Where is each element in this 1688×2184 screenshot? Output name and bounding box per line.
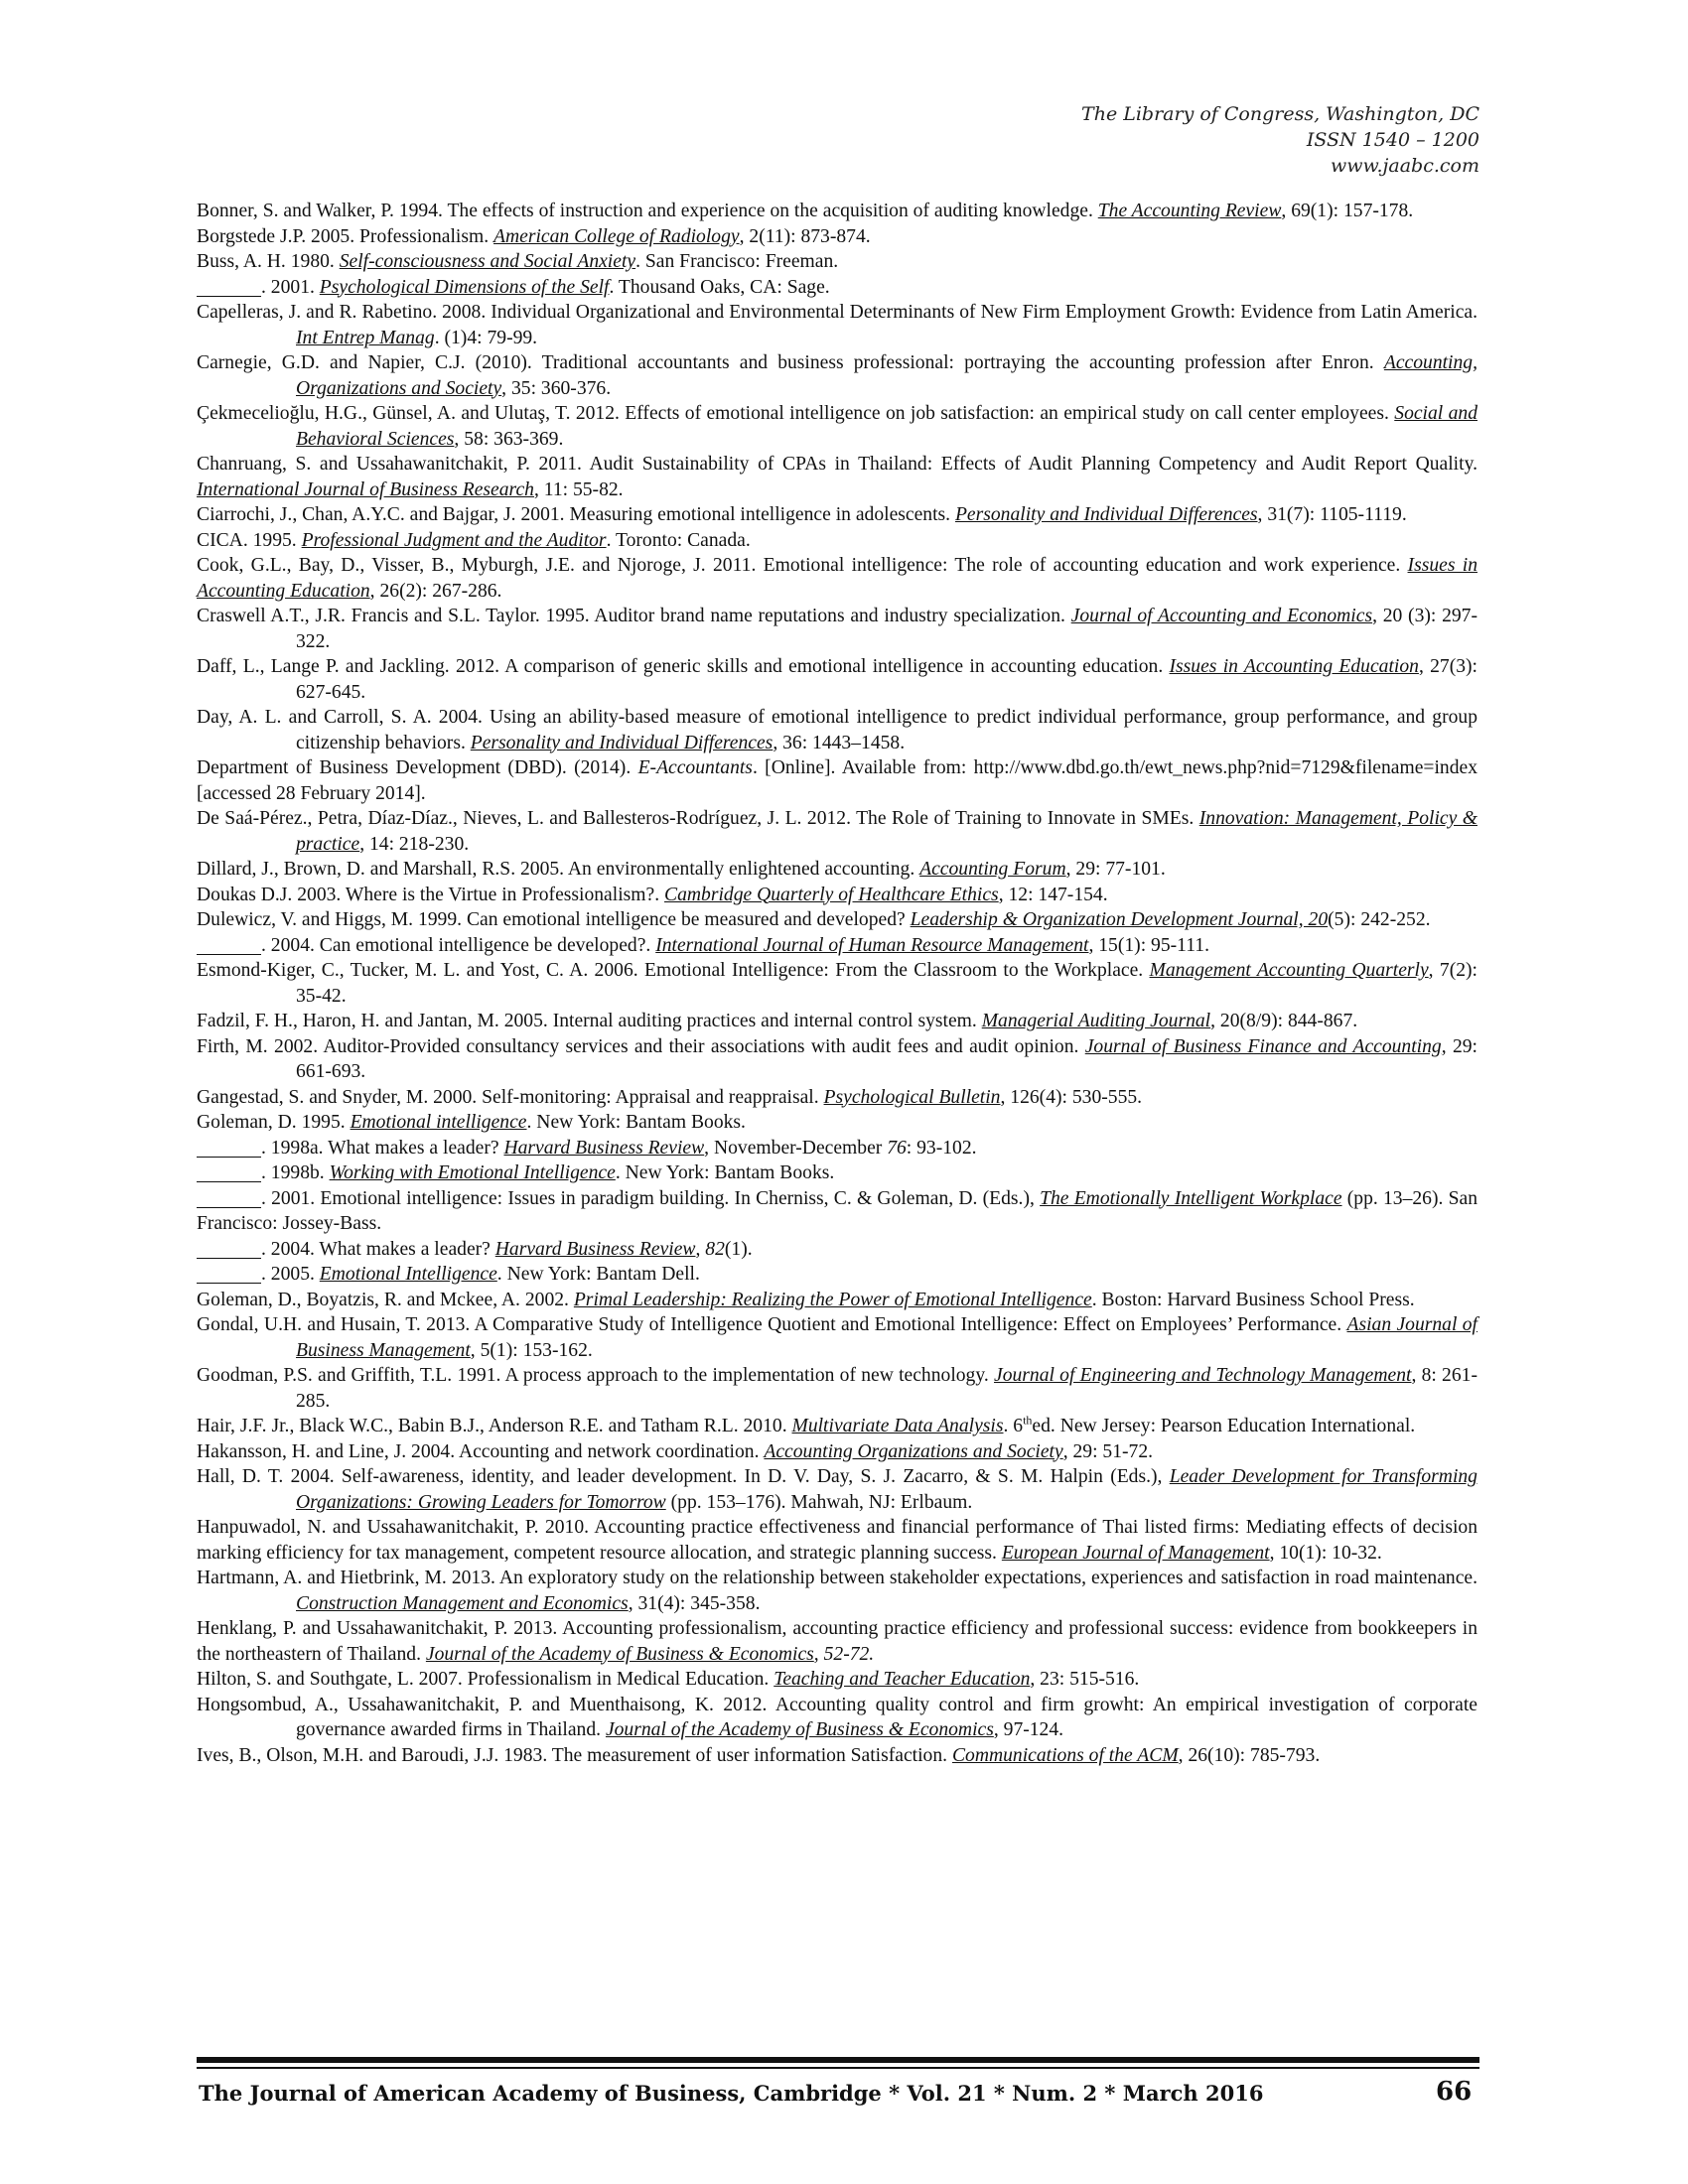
reference-entry <box>197 604 1477 654</box>
reference-source-title: Self-consciousness and Social Anxiety <box>339 251 636 272</box>
reference-source-title: Innovation: Management, Policy & practice <box>296 808 1477 855</box>
repeated-author-dash <box>197 1166 261 1182</box>
reference-text: . 6 <box>1003 1416 1024 1436</box>
reference-entry <box>197 528 1477 554</box>
reference-text: , 31(4): 345-358. <box>628 1592 761 1614</box>
reference-text: . New York: Bantam Books. <box>526 1112 746 1133</box>
reference-text: , 69(1): 157-178. <box>1281 201 1414 221</box>
reference-text: , 31(7): 1105-1119. <box>1257 504 1407 525</box>
reference-text: : 93-102. <box>906 1137 977 1159</box>
reference-source-title: Journal of the Academy of Business & Economics <box>425 1643 814 1665</box>
reference-text: . Toronto: Canada. <box>606 529 751 551</box>
reference-text: . 2001. Emotional intelligence: Issues in paradigm building. In Cherniss, C. & Goleman, D. (Eds.), <box>261 1187 1041 1209</box>
reference-text: , 126(4): 530-555. <box>1000 1086 1143 1108</box>
reference-italic-text: E-Accountants <box>637 757 753 778</box>
reference-entry <box>197 224 1477 250</box>
reference-italic-text: 82 <box>705 1238 725 1260</box>
reference-source-title: Managerial Auditing Journal <box>981 1011 1211 1031</box>
reference-entry <box>197 857 1477 883</box>
reference-source-title: Construction Management and Economics <box>296 1592 629 1614</box>
reference-text: Cook, G.L., Bay, D., Visser, B., Myburgh, J.E. and Njoroge, J. 2011. Emotional intelligence: The role of accounting education and work experience. <box>197 555 1408 576</box>
reference-entry <box>197 1160 1477 1186</box>
running-header <box>983 101 1479 179</box>
repeated-author-dash <box>197 939 261 955</box>
reference-entry <box>197 1237 1477 1263</box>
reference-entry <box>197 705 1477 755</box>
reference-text: Esmond-Kiger, C., Tucker, M. L. and Yost, C. A. 2006. Emotional Intelligence: From the Classroom to the Workplace. <box>197 960 1150 981</box>
reference-text: De Saá-Pérez., Petra, Díaz-Díaz., Nieves, L. and Ballesteros-Rodríguez, J. L. 2012. The Role of Training to Innovate in SMEs. <box>197 808 1199 829</box>
reference-text: , <box>695 1238 706 1260</box>
reference-text: Gangestad, S. and Snyder, M. 2000. Self-monitoring: Appraisal and reappraisal. <box>197 1086 824 1108</box>
reference-text: . Thousand Oaks, CA: Sage. <box>609 276 830 298</box>
reference-text: . 2001. <box>261 276 320 298</box>
reference-text: Bonner, S. and Walker, P. 1994. The effects of instruction and experience on the acquisition of auditing knowledge. <box>197 201 1098 221</box>
reference-text: . 2005. <box>261 1264 320 1285</box>
header-website: www.jaabc.com <box>1330 155 1479 177</box>
reference-entry <box>197 249 1477 275</box>
reference-text: ed. New Jersey: Pearson Education International. <box>1032 1416 1416 1436</box>
reference-source-title: The Accounting Review <box>1097 201 1282 221</box>
reference-entry <box>197 1693 1477 1743</box>
reference-text: , 20 (3): 297-322. <box>296 606 1477 652</box>
reference-text: . Boston: Harvard Business School Press. <box>1091 1289 1415 1310</box>
reference-entry <box>197 1085 1477 1111</box>
reference-source-title: International Journal of Business Research <box>197 478 534 500</box>
reference-text: . New York: Bantam Dell. <box>496 1264 700 1285</box>
reference-text: (pp. 153–176). Mahwah, NJ: Erlbaum. <box>665 1491 973 1513</box>
reference-text: , 10(1): 10-32. <box>1269 1542 1382 1564</box>
reference-source-title: Professional Judgment and the Auditor <box>301 529 607 551</box>
footer-rule-thick <box>197 2057 1479 2063</box>
reference-text: , 23: 515-516. <box>1030 1669 1140 1690</box>
reference-text: , 27(3): 627-645. <box>296 656 1478 703</box>
reference-text: Hakansson, H. and Line, J. 2004. Accounting and network coordination. <box>197 1440 765 1462</box>
reference-text: (1). <box>724 1238 753 1260</box>
reference-source-title: Personality and Individual Differences <box>470 732 774 753</box>
reference-text: Doukas D.J. 2003. Where is the Virtue in Professionalism?. <box>197 884 665 905</box>
reference-entry <box>197 1515 1477 1566</box>
reference-text: . 2004. What makes a leader? <box>261 1238 495 1260</box>
reference-text: Hall, D. T. 2004. Self-awareness, identity, and leader development. In D. V. Day, S. J. Zacarro, & S. M. Halpin (Eds.), <box>197 1466 1170 1487</box>
repeated-author-dash <box>197 1142 261 1158</box>
reference-text: Goodman, P.S. and Griffith, T.L. 1991. A process approach to the implementation of new technology. <box>197 1365 994 1386</box>
reference-entry <box>197 1743 1477 1769</box>
reference-source-title: Harvard Business Review <box>494 1238 696 1260</box>
reference-source-title: Multivariate Data Analysis <box>791 1416 1004 1436</box>
reference-entry <box>197 806 1477 857</box>
reference-text: Hilton, S. and Southgate, L. 2007. Professionalism in Medical Education. <box>197 1669 774 1690</box>
reference-entry <box>197 883 1477 908</box>
reference-entry <box>197 401 1477 452</box>
reference-entry <box>197 1136 1477 1161</box>
reference-source-title: Journal of Engineering and Technology Management <box>994 1365 1412 1386</box>
reference-text: , 26(2): 267-286. <box>369 580 502 602</box>
reference-text: , 97-124. <box>993 1719 1064 1740</box>
reference-source-title: Psychological Dimensions of the Self <box>319 276 610 298</box>
reference-text: Department of Business Development (DBD). (2014). <box>197 757 638 778</box>
reference-text: . 2004. Can emotional intelligence be developed?. <box>261 934 656 956</box>
reference-text: , 35: 360-376. <box>501 377 612 399</box>
reference-text: , 29: 661-693. <box>296 1035 1478 1082</box>
reference-text: , 14: 218-230. <box>359 833 470 855</box>
reference-source-title: Social and Behavioral Sciences <box>296 403 1477 450</box>
repeated-author-dash <box>197 1192 261 1208</box>
reference-entry <box>197 1009 1477 1034</box>
reference-text: Hongsombud, A., Ussahawanitchakit, P. and Muenthaisong, K. 2012. Accounting quality control and firm growht: An empirical investigation of corporate governance awarded firms in Thailand. <box>197 1694 1477 1740</box>
reference-source-title: Journal of the Academy of Business & Economics <box>605 1719 994 1740</box>
reference-text: , 20(8/9): 844-867. <box>1210 1011 1358 1031</box>
reference-text: (pp. 13–26). San Francisco: Jossey-Bass. <box>197 1187 1478 1234</box>
reference-text: . (1)4: 79-99. <box>434 327 538 348</box>
reference-entry <box>197 654 1477 705</box>
reference-entry <box>197 907 1477 933</box>
reference-text: . New York: Bantam Books. <box>615 1162 835 1183</box>
reference-entry <box>197 933 1477 959</box>
reference-text: , 11: 55-82. <box>533 478 624 500</box>
reference-source-title: Issues in Accounting Education <box>1169 656 1419 677</box>
reference-text: Capelleras, J. and R. Rabetino. 2008. Individual Organizational and Environmental Determinants of New Firm Employment Growth: Evidence from Latin America. <box>197 302 1477 323</box>
reference-source-title: Leadership & Organization Development Journal, 20 <box>910 909 1329 930</box>
reference-entry <box>197 1616 1477 1667</box>
reference-text: (5): 242-252. <box>1328 909 1431 930</box>
reference-text: , 15(1): 95-111. <box>1088 934 1209 956</box>
reference-source-title: Leader Development for Transforming Organizations: Growing Leaders for Tomorrow <box>296 1466 1477 1513</box>
reference-text: Craswell A.T., J.R. Francis and S.L. Taylor. 1995. Auditor brand name reputations and industry specialization. <box>197 606 1071 626</box>
reference-text: . [Online]. Available from: http://www.dbd.go.th/ewt_news.php?nid=7129&filename=index [accessed 28 February 2014]. <box>197 757 1477 804</box>
reference-text: Fadzil, F. H., Haron, H. and Jantan, M. 2005. Internal auditing practices and internal control system. <box>197 1011 982 1031</box>
reference-text: Borgstede J.P. 2005. Professionalism. <box>197 225 493 247</box>
header-library: The Library of Congress, Washington, DC <box>1081 103 1479 125</box>
reference-entry <box>197 1464 1477 1515</box>
reference-source-title: Issues in Accounting Education <box>197 555 1477 602</box>
reference-italic-text: , 52-72. <box>813 1643 875 1665</box>
reference-text: Dulewicz, V. and Higgs, M. 1999. Can emotional intelligence be measured and developed? <box>197 909 911 930</box>
reference-text: , 7(2): 35-42. <box>296 960 1477 1007</box>
reference-text: , 29: 51-72. <box>1062 1440 1154 1462</box>
repeated-author-dash <box>197 1243 261 1259</box>
reference-source-title: Journal of Accounting and Economics <box>1070 606 1373 626</box>
reference-text: Hartmann, A. and Hietbrink, M. 2013. An exploratory study on the relationship between stakeholder expectations, experiences and satisfaction in road maintenance. <box>197 1568 1477 1588</box>
reference-entry <box>197 1667 1477 1693</box>
reference-entry <box>197 275 1477 301</box>
reference-text: , 58: 363-369. <box>454 428 564 450</box>
reference-text: Ciarrochi, J., Chan, A.Y.C. and Bajgar, J. 2001. Measuring emotional intelligence in adolescents. <box>197 504 955 525</box>
reference-source-title: Int Entrep Manag <box>296 327 435 348</box>
reference-entry <box>197 1186 1477 1237</box>
reference-entry <box>197 755 1477 806</box>
reference-source-title: Primal Leadership: Realizing the Power of Emotional Intelligence <box>573 1289 1092 1310</box>
reference-text: Buss, A. H. 1980. <box>197 251 340 272</box>
reference-text: Daff, L., Lange P. and Jackling. 2012. A comparison of generic skills and emotional intelligence in accounting education. <box>197 656 1170 677</box>
reference-entry <box>197 1312 1477 1363</box>
reference-entry <box>197 199 1477 224</box>
reference-text: Ives, B., Olson, M.H. and Baroudi, J.J. 1983. The measurement of user information Satisfaction. <box>197 1744 952 1766</box>
reference-text: Henklang, P. and Ussahawanitchakit, P. 2013. Accounting professionalism, accounting practice efficiency and professional success: evidence from bookkeepers in the northeastern of Thailand. <box>197 1618 1477 1665</box>
reference-entry <box>197 1034 1477 1085</box>
repeated-author-dash <box>197 281 261 297</box>
reference-source-title: Emotional intelligence <box>350 1112 527 1133</box>
reference-text: . 1998b. <box>261 1162 330 1183</box>
reference-entry <box>197 1363 1477 1414</box>
reference-entry <box>197 553 1477 604</box>
reference-source-title: American College of Radiology <box>493 225 740 247</box>
reference-text: , November-December <box>704 1137 888 1159</box>
reference-source-title: Journal of Business Finance and Accounting <box>1084 1035 1442 1057</box>
reference-entry <box>197 1110 1477 1136</box>
reference-source-title: Cambridge Quarterly of Healthcare Ethics <box>664 884 999 905</box>
reference-entry <box>197 958 1477 1009</box>
reference-source-title: European Journal of Management <box>1001 1542 1270 1564</box>
reference-text: , 36: 1443–1458. <box>773 732 906 753</box>
reference-text: Hanpuwadol, N. and Ussahawanitchakit, P. 2010. Accounting practice effectiveness and financial performance of Thai listed firms: Mediating effects of decision marking efficiency for tax management, competent resource allocation, and strategic planning success. <box>197 1517 1477 1564</box>
reference-entry <box>197 1262 1477 1288</box>
reference-text: Goleman, D., Boyatzis, R. and Mckee, A. 2002. <box>197 1289 574 1310</box>
reference-entry <box>197 300 1477 350</box>
reference-text: Day, A. L. and Carroll, S. A. 2004. Using an ability-based measure of emotional intelligence to predict individual performance, group performance, and group citizenship behaviors. <box>197 707 1477 753</box>
reference-entry <box>197 452 1477 502</box>
reference-entry <box>197 350 1477 401</box>
reference-text: Goleman, D. 1995. <box>197 1112 351 1133</box>
reference-source-title: Accounting, Organizations and Society <box>296 352 1477 399</box>
reference-entry <box>197 1439 1477 1465</box>
reference-list <box>197 199 1477 1768</box>
page-footer <box>199 2077 1479 2111</box>
reference-text: CICA. 1995. <box>197 529 302 551</box>
reference-entry <box>197 1288 1477 1313</box>
reference-source-title: Psychological Bulletin <box>823 1086 1001 1108</box>
reference-source-title: Personality and Individual Differences <box>954 504 1258 525</box>
reference-source-title: Accounting Forum <box>919 859 1066 880</box>
reference-source-title: Harvard Business Review <box>503 1137 705 1159</box>
reference-entry <box>197 1414 1477 1439</box>
repeated-author-dash <box>197 1268 261 1284</box>
reference-text: Dillard, J., Brown, D. and Marshall, R.S. 2005. An environmentally enlightened accounting. <box>197 859 920 880</box>
reference-entry <box>197 502 1477 528</box>
reference-text: , 12: 147-154. <box>998 884 1108 905</box>
reference-source-title: Management Accounting Quarterly <box>1149 960 1429 981</box>
reference-source-title: Teaching and Teacher Education <box>774 1669 1031 1690</box>
reference-entry <box>197 1566 1477 1616</box>
reference-source-title: Emotional Intelligence <box>319 1264 497 1285</box>
reference-text: Gondal, U.H. and Husain, T. 2013. A Comparative Study of Intelligence Quotient and Emotional Intelligence: Effect on Employees’ Performance. <box>197 1314 1347 1335</box>
reference-italic-text: 76 <box>887 1137 907 1159</box>
reference-text: , 5(1): 153-162. <box>470 1339 593 1361</box>
reference-source-title: The Emotionally Intelligent Workplace <box>1040 1187 1342 1209</box>
footer-journal-title: The Journal of American Academy of Business, Cambridge * Vol. 21 * Num. 2 * March 2016 <box>199 2081 1264 2106</box>
reference-text: . San Francisco: Freeman. <box>635 251 839 272</box>
page-number: 66 <box>1436 2077 1473 2107</box>
reference-source-title: International Journal of Human Resource Management <box>655 934 1089 956</box>
reference-source-title: Working with Emotional Intelligence <box>329 1162 616 1183</box>
reference-text: , 26(10): 785-793. <box>1178 1744 1321 1766</box>
reference-source-title: Accounting Organizations and Society <box>764 1440 1063 1462</box>
reference-superscript: th <box>1023 1413 1033 1428</box>
header-issn: ISSN 1540 – 1200 <box>1306 129 1479 151</box>
reference-text: , 29: 77-101. <box>1065 859 1166 880</box>
reference-source-title: Asian Journal of Business Management <box>296 1314 1478 1361</box>
footer-rule-thin <box>197 2067 1479 2069</box>
reference-text: . 1998a. What makes a leader? <box>261 1137 504 1159</box>
reference-text: Çekmecelioğlu, H.G., Günsel, A. and Ulutaş, T. 2012. Effects of emotional intelligence on job satisfaction: an empirical study on call center employees. <box>197 403 1395 424</box>
reference-text: Chanruang, S. and Ussahawanitchakit, P. 2011. Audit Sustainability of CPAs in Thailand: Effects of Audit Planning Competency and Audit Report Quality. <box>197 454 1477 475</box>
reference-source-title: Communications of the ACM <box>951 1744 1179 1766</box>
reference-text: , 8: 261-285. <box>296 1365 1477 1412</box>
reference-text: , 2(11): 873-874. <box>739 225 871 247</box>
reference-text: Hair, J.F. Jr., Black W.C., Babin B.J., Anderson R.E. and Tatham R.L. 2010. <box>197 1416 792 1436</box>
reference-text: Firth, M. 2002. Auditor-Provided consultancy services and their associations with audit fees and audit opinion. <box>197 1035 1085 1057</box>
reference-text: Carnegie, G.D. and Napier, C.J. (2010). Traditional accountants and business professional: portraying the accounting profession after Enron. <box>197 352 1384 373</box>
